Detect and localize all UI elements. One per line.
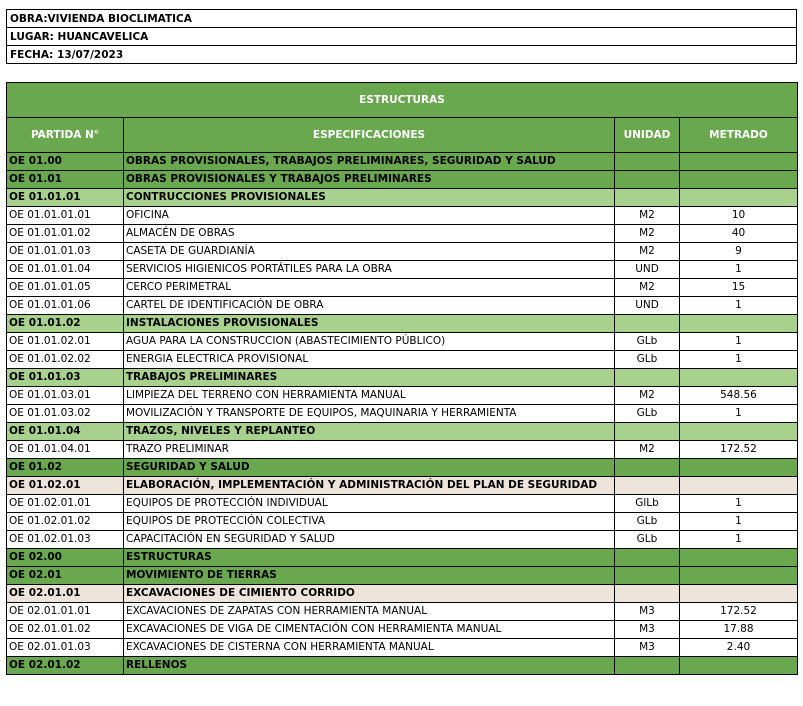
partida-unit: UND	[615, 297, 680, 315]
partida-unit	[615, 171, 680, 189]
partida-unit	[615, 459, 680, 477]
partida-unit	[615, 657, 680, 675]
partida-code: OE 01.01.02	[7, 315, 124, 333]
partida-unit	[615, 549, 680, 567]
partida-description: EXCAVACIONES DE CIMIENTO CORRIDO	[124, 585, 615, 603]
partida-unit: UND	[615, 261, 680, 279]
partida-unit	[615, 369, 680, 387]
project-header	[6, 9, 797, 64]
partida-code: OE 01.01.01.03	[7, 243, 124, 261]
partida-unit: GLb	[615, 513, 680, 531]
partida-code: OE 02.01.01.02	[7, 621, 124, 639]
partida-description: INSTALACIONES PROVISIONALES	[124, 315, 615, 333]
partida-code: OE 01.01.04.01	[7, 441, 124, 459]
partida-unit: GLb	[615, 333, 680, 351]
partida-unit: M3	[615, 603, 680, 621]
partida-unit: M3	[615, 621, 680, 639]
partida-description: MOVILIZACIÓN Y TRANSPORTE DE EQUIPOS, MAQUINARIA Y HERRAMIENTA	[124, 405, 615, 423]
partida-metrado: 1	[680, 351, 798, 369]
partida-description: CARTEL DE IDENTIFICACIÓN DE OBRA	[124, 297, 615, 315]
table-row	[7, 531, 798, 549]
partida-code: OE 01.02.01.02	[7, 513, 124, 531]
partida-unit	[615, 477, 680, 495]
partida-metrado: 1	[680, 513, 798, 531]
partida-unit: GlLb	[615, 495, 680, 513]
partida-description: TRAZO PRELIMINAR	[124, 441, 615, 459]
partida-code: OE 01.01.02.02	[7, 351, 124, 369]
col-header-especificaciones: ESPECIFICACIONES	[124, 118, 615, 153]
project-location: LUGAR: HUANCAVELICA	[7, 28, 797, 46]
partida-code: OE 02.01.01.01	[7, 603, 124, 621]
partida-metrado: 548.56	[680, 387, 798, 405]
table-row	[7, 225, 798, 243]
partida-description: CAPACITACIÓN EN SEGURIDAD Y SALUD	[124, 531, 615, 549]
partida-metrado	[680, 585, 798, 603]
partida-unit: GLb	[615, 405, 680, 423]
section-row	[7, 189, 798, 207]
partida-metrado	[680, 423, 798, 441]
partida-unit: M2	[615, 279, 680, 297]
table-row	[7, 639, 798, 657]
partida-description: ESTRUCTURAS	[124, 549, 615, 567]
partida-code: OE 01.01.03	[7, 369, 124, 387]
partida-code: OE 01.02.01.01	[7, 495, 124, 513]
table-row	[7, 387, 798, 405]
partida-code: OE 01.01.01	[7, 189, 124, 207]
partida-metrado: 17.88	[680, 621, 798, 639]
partida-unit: M2	[615, 387, 680, 405]
partida-code: OE 02.01.02	[7, 657, 124, 675]
partida-description: ELABORACIÓN, IMPLEMENTACIÓN Y ADMINISTRACIÓN DEL PLAN DE SEGURIDAD	[124, 477, 615, 495]
section-row	[7, 567, 798, 585]
table-row	[7, 405, 798, 423]
partida-unit: M2	[615, 225, 680, 243]
section-row	[7, 657, 798, 675]
section-row	[7, 423, 798, 441]
table-row	[7, 621, 798, 639]
partida-description: OBRAS PROVISIONALES, TRABAJOS PRELIMINARES, SEGURIDAD Y SALUD	[124, 153, 615, 171]
partida-metrado: 9	[680, 243, 798, 261]
partida-code: OE 01.01.02.01	[7, 333, 124, 351]
partida-unit	[615, 153, 680, 171]
table-row	[7, 441, 798, 459]
partida-code: OE 01.01.03.02	[7, 405, 124, 423]
partida-code: OE 02.01	[7, 567, 124, 585]
col-header-partida: PARTIDA N°	[7, 118, 124, 153]
project-name: OBRA:VIVIENDA BIOCLIMATICA	[7, 10, 797, 28]
section-row	[7, 369, 798, 387]
project-date: FECHA: 13/07/2023	[7, 46, 797, 64]
section-row	[7, 153, 798, 171]
section-row	[7, 459, 798, 477]
partida-metrado: 2.40	[680, 639, 798, 657]
partida-code: OE 02.01.01	[7, 585, 124, 603]
partida-description: EXCAVACIONES DE ZAPATAS CON HERRAMIENTA MANUAL	[124, 603, 615, 621]
partida-description: ALMACÉN DE OBRAS	[124, 225, 615, 243]
partida-code: OE 01.01.04	[7, 423, 124, 441]
partida-unit: GLb	[615, 351, 680, 369]
partida-description: ENERGIA ELECTRICA PROVISIONAL	[124, 351, 615, 369]
partida-unit	[615, 567, 680, 585]
partida-unit	[615, 189, 680, 207]
partida-description: OFICINA	[124, 207, 615, 225]
partida-metrado: 1	[680, 297, 798, 315]
col-header-metrado: METRADO	[680, 118, 798, 153]
partida-unit: M2	[615, 207, 680, 225]
partida-metrado: 15	[680, 279, 798, 297]
section-row	[7, 315, 798, 333]
table-row	[7, 261, 798, 279]
partida-metrado	[680, 549, 798, 567]
partida-metrado: 1	[680, 531, 798, 549]
table-row	[7, 207, 798, 225]
partida-metrado	[680, 459, 798, 477]
section-row	[7, 549, 798, 567]
partida-description: OBRAS PROVISIONALES Y TRABAJOS PRELIMINARES	[124, 171, 615, 189]
table-row	[7, 495, 798, 513]
partida-code: OE 01.01.01.05	[7, 279, 124, 297]
partida-unit: M2	[615, 441, 680, 459]
partida-description: EQUIPOS DE PROTECCIÓN INDIVIDUAL	[124, 495, 615, 513]
partida-code: OE 02.01.01.03	[7, 639, 124, 657]
partida-description: SERVICIOS HIGIENICOS PORTÁTILES PARA LA OBRA	[124, 261, 615, 279]
partida-description: LIMPIEZA DEL TERRENO CON HERRAMIENTA MANUAL	[124, 387, 615, 405]
partida-metrado: 40	[680, 225, 798, 243]
partida-metrado	[680, 315, 798, 333]
table-row	[7, 333, 798, 351]
partida-metrado: 1	[680, 495, 798, 513]
table-row	[7, 603, 798, 621]
partida-code: OE 01.02.01	[7, 477, 124, 495]
partida-description: CERCO PERIMETRAL	[124, 279, 615, 297]
metrados-table	[6, 82, 798, 675]
partida-description: TRABAJOS PRELIMINARES	[124, 369, 615, 387]
partida-code: OE 01.01.01.06	[7, 297, 124, 315]
partida-code: OE 01.02	[7, 459, 124, 477]
partida-metrado	[680, 657, 798, 675]
partida-unit: M2	[615, 243, 680, 261]
partida-unit: M3	[615, 639, 680, 657]
section-row	[7, 171, 798, 189]
partida-description: CONTRUCCIONES PROVISIONALES	[124, 189, 615, 207]
table-row	[7, 279, 798, 297]
partida-code: OE 01.01.01.04	[7, 261, 124, 279]
partida-metrado: 1	[680, 261, 798, 279]
partida-metrado	[680, 369, 798, 387]
partida-metrado: 172.52	[680, 603, 798, 621]
table-body	[7, 153, 798, 675]
partida-unit	[615, 423, 680, 441]
partida-description: RELLENOS	[124, 657, 615, 675]
partida-unit: GLb	[615, 531, 680, 549]
partida-code: OE 01.02.01.03	[7, 531, 124, 549]
partida-description: MOVIMIENTO DE TIERRAS	[124, 567, 615, 585]
partida-description: TRAZOS, NIVELES Y REPLANTEO	[124, 423, 615, 441]
col-header-unidad: UNIDAD	[615, 118, 680, 153]
partida-description: SEGURIDAD Y SALUD	[124, 459, 615, 477]
partida-metrado	[680, 171, 798, 189]
partida-metrado: 1	[680, 333, 798, 351]
partida-metrado: 172.52	[680, 441, 798, 459]
partida-metrado	[680, 567, 798, 585]
table-row	[7, 243, 798, 261]
partida-description: EQUIPOS DE PROTECCIÓN COLECTIVA	[124, 513, 615, 531]
partida-metrado: 1	[680, 405, 798, 423]
table-row	[7, 513, 798, 531]
partida-code: OE 02.00	[7, 549, 124, 567]
partida-code: OE 01.01.01.01	[7, 207, 124, 225]
partida-code: OE 01.01.03.01	[7, 387, 124, 405]
partida-unit	[615, 585, 680, 603]
table-row	[7, 297, 798, 315]
partida-metrado	[680, 153, 798, 171]
partida-description: EXCAVACIONES DE VIGA DE CIMENTACIÓN CON HERRAMIENTA MANUAL	[124, 621, 615, 639]
table-row	[7, 351, 798, 369]
partida-metrado	[680, 477, 798, 495]
partida-metrado	[680, 189, 798, 207]
partida-unit	[615, 315, 680, 333]
partida-description: AGUA PARA LA CONSTRUCCION (ABASTECIMIENTO PÚBLICO)	[124, 333, 615, 351]
table-title: ESTRUCTURAS	[7, 83, 798, 118]
partida-code: OE 01.01	[7, 171, 124, 189]
section-row	[7, 477, 798, 495]
partida-description: CASETA DE GUARDIANÍA	[124, 243, 615, 261]
partida-code: OE 01.01.01.02	[7, 225, 124, 243]
partida-code: OE 01.00	[7, 153, 124, 171]
partida-metrado: 10	[680, 207, 798, 225]
section-row	[7, 585, 798, 603]
partida-description: EXCAVACIONES DE CISTERNA CON HERRAMIENTA MANUAL	[124, 639, 615, 657]
